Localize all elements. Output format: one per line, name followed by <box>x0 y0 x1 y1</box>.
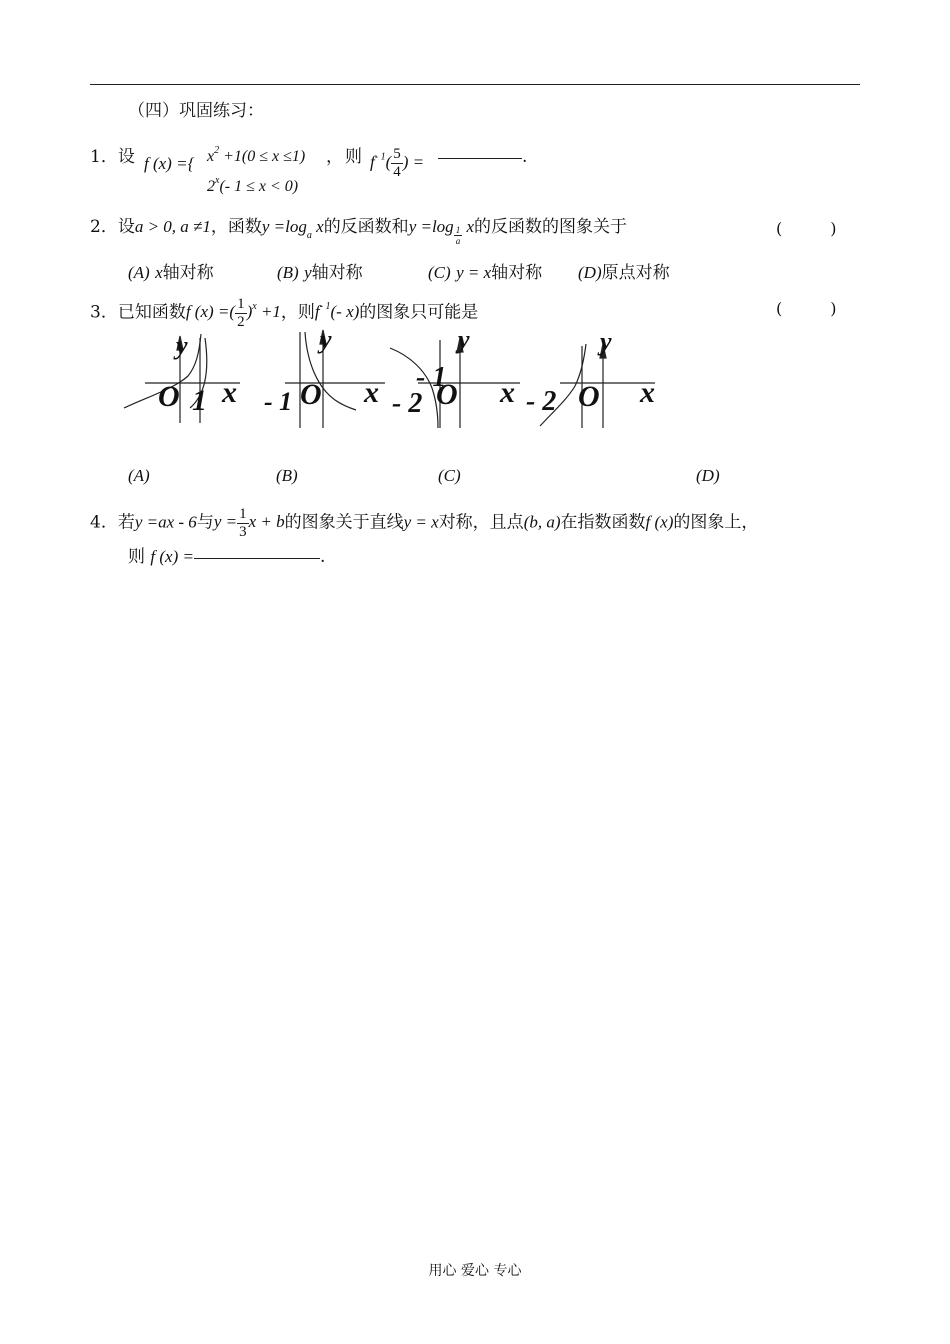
q4-tail: 的图象上， <box>673 512 759 533</box>
q3-option-c[interactable]: (C) <box>438 466 461 485</box>
graph-c-x-label: x <box>500 376 515 409</box>
q2-tail: 的反函数的图象关于 <box>473 217 627 237</box>
q3-option-a[interactable]: (A) <box>128 466 150 485</box>
q3-option-b[interactable]: (B) <box>276 466 298 485</box>
graph-c-y-label: y <box>458 325 470 354</box>
graph-b-neg-label: - 1 <box>264 387 293 416</box>
q3-number: 3． <box>90 302 118 323</box>
q1-then: 则 <box>345 147 362 167</box>
graph-d-origin-label: O <box>578 380 600 413</box>
q2-number: 2． <box>90 217 118 237</box>
q1-fx: f (x) ={ <box>144 154 195 173</box>
q3-fx: f (x) =( $\frac{1}{2}$ )$^x$ +1 <box>185 296 281 330</box>
graph-a-x-label: x <box>222 376 237 409</box>
q2-answer-paren[interactable]: ( ) <box>776 219 837 238</box>
q4-fx: f (x) <box>645 512 674 532</box>
q4-line2-fx: f (x) = <box>150 547 194 566</box>
q4-answer-blank[interactable] <box>194 558 320 559</box>
q2-lead: 设 <box>117 217 135 237</box>
q2-cond: a > 0, a ≠1 <box>134 217 211 236</box>
q3-option-d[interactable]: (D) <box>696 466 720 485</box>
header-rule <box>90 84 860 85</box>
q2-mid1: ，函数 <box>210 217 262 237</box>
graph-d-y-label: y <box>600 327 612 356</box>
graph-d-neg-label: - 2 <box>526 386 557 417</box>
graph-c-origin-label: O <box>436 378 458 411</box>
q3-lead: 已知函数 <box>117 302 186 323</box>
graph-c-top-label: - 1 <box>416 362 447 393</box>
q3-tail: 的图象只可能是 <box>359 302 479 323</box>
q1-case2: 2$^x$(- 1 ≤ x < 0) <box>207 175 299 195</box>
q4-end: . <box>319 547 326 567</box>
graph-b-y-label: y <box>320 325 332 354</box>
q4-mid4: 在指数函数 <box>560 512 646 533</box>
graph-b-x-label: x <box>364 376 379 409</box>
q2-choice-a[interactable]: (A) x轴对称 <box>128 263 214 283</box>
q1-finv: $f^{- 1}$( $\frac{5}{4}$ ) = <box>370 146 425 180</box>
q1-lead: 设 <box>117 147 135 167</box>
q1-answer-blank[interactable]: . <box>438 146 527 168</box>
q2-f2: y =log $\frac{1}{a}$ x <box>408 217 474 246</box>
q2-choice-d[interactable]: (D)原点对称 <box>578 263 670 283</box>
q3-mid: ，则 <box>280 302 315 323</box>
q4-line2-lead: 则 <box>128 547 145 567</box>
q2-mid2: 的反函数和 <box>323 217 409 237</box>
graph-c-neg-label: - 2 <box>392 388 423 419</box>
q4-mid3: 对称，且点 <box>438 512 524 533</box>
q1-case1: $x^2 +1(0 \le x \le 1)$ <box>207 145 306 165</box>
q4-line: y = x <box>403 512 439 532</box>
graph-d-x-label: x <box>640 376 655 409</box>
q4-f2: y = $\frac{1}{3}$ x + b <box>213 506 285 540</box>
section-title: （四）巩固练习： <box>128 101 264 121</box>
q3-finv: $f^{- 1}(-$ x) <box>314 301 360 322</box>
q4-point: (b, a) <box>523 512 561 532</box>
q2-choice-b[interactable]: (B) y轴对称 <box>277 263 363 283</box>
q3-answer-paren[interactable]: ( ) <box>776 299 837 318</box>
graph-a-origin-label: O <box>158 380 180 413</box>
q2-f1: $y =\log_a$ x <box>261 217 324 241</box>
graph-b-origin-label: O <box>300 378 322 411</box>
q1-comma: ， <box>326 147 343 167</box>
q4-lead: 若 <box>117 512 135 533</box>
q4-f1: y =ax - 6 <box>134 512 197 532</box>
q2-choice-c[interactable]: (C) y = x轴对称 <box>428 263 543 283</box>
q4-number: 4． <box>90 512 118 533</box>
page-footer: 用心 爱心 专心 <box>428 1263 522 1279</box>
q4-mid2: 的图象关于直线 <box>284 512 404 533</box>
q1-number: 1． <box>90 147 118 167</box>
q3-graphs <box>0 318 950 438</box>
graph-a-one-label: 1 <box>192 384 207 417</box>
graph-a-y-label: y <box>176 331 188 360</box>
q4-mid1: 与 <box>196 512 214 533</box>
